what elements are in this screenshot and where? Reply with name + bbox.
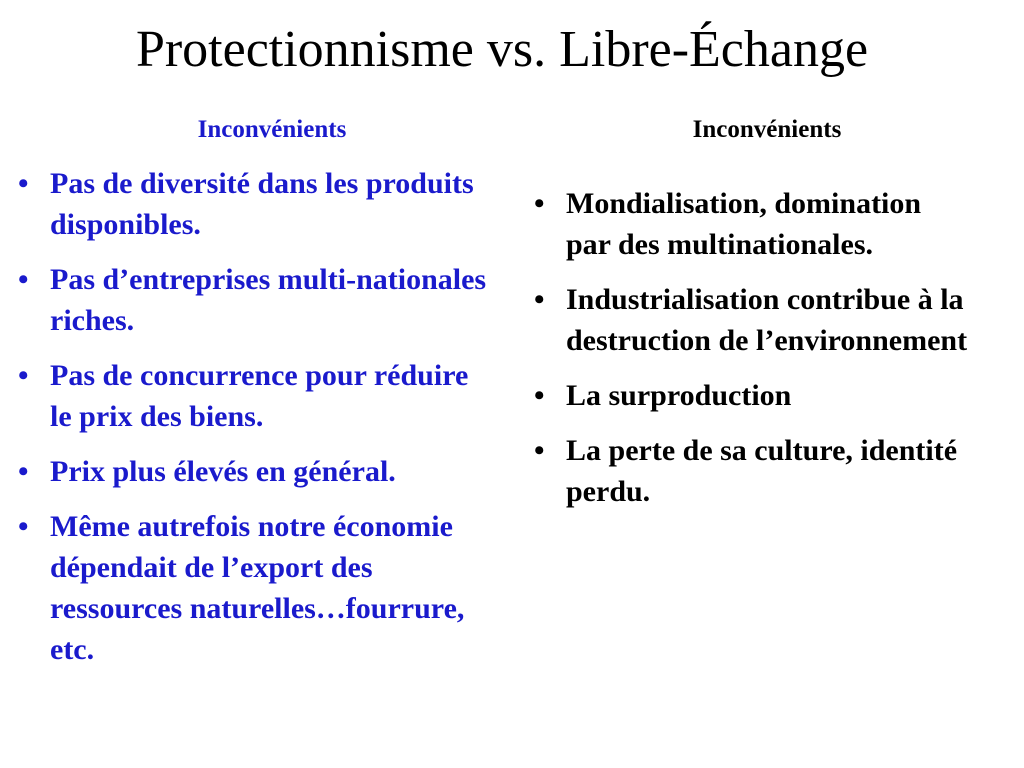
bullet-icon: •	[534, 434, 545, 467]
right-bullet-text: La perte de sa culture, identité perdu.	[566, 434, 958, 508]
right-column-heading: Inconvénients	[692, 116, 842, 143]
bullet-icon: •	[534, 379, 545, 412]
bullet-icon: •	[534, 187, 545, 220]
right-bullet-item	[528, 279, 968, 361]
bullet-icon: •	[18, 263, 29, 296]
left-bullet-list	[12, 163, 490, 684]
left-bullet-text: Pas de diversité dans les produits disponibles.	[50, 167, 474, 241]
right-bullet-item	[528, 183, 968, 265]
bullet-icon: •	[534, 283, 545, 316]
right-bullet-item	[528, 375, 968, 416]
right-bullet-text: Industrialisation contribue à la destruction de l’environnement	[566, 283, 968, 357]
bullet-icon: •	[18, 359, 29, 392]
left-bullet-item	[12, 355, 490, 437]
bullet-icon: •	[18, 455, 29, 488]
left-bullet-text: Pas d’entreprises multi-nationales riches.	[50, 263, 487, 337]
left-column-heading: Inconvénients	[197, 116, 347, 143]
right-bullet-text: Mondialisation, domination par des multinationales.	[566, 187, 922, 261]
right-bullet-item	[528, 430, 968, 512]
left-bullet-text: Pas de concurrence pour réduire le prix des biens.	[50, 359, 469, 433]
right-bullet-list	[528, 183, 968, 526]
left-bullet-text: Même autrefois notre économie dépendait de l’export des ressources naturelles…fourrure, etc.	[50, 510, 465, 666]
bullet-icon: •	[18, 510, 29, 543]
left-bullet-item	[12, 259, 490, 341]
left-bullet-text: Prix plus élevés en général.	[50, 455, 396, 488]
left-bullet-item	[12, 163, 490, 245]
slide-title: Protectionnisme vs. Libre-Échange	[135, 21, 869, 78]
right-bullet-text: La surproduction	[566, 379, 792, 412]
left-bullet-item	[12, 506, 490, 670]
bullet-icon: •	[18, 167, 29, 200]
left-bullet-item	[12, 451, 490, 492]
